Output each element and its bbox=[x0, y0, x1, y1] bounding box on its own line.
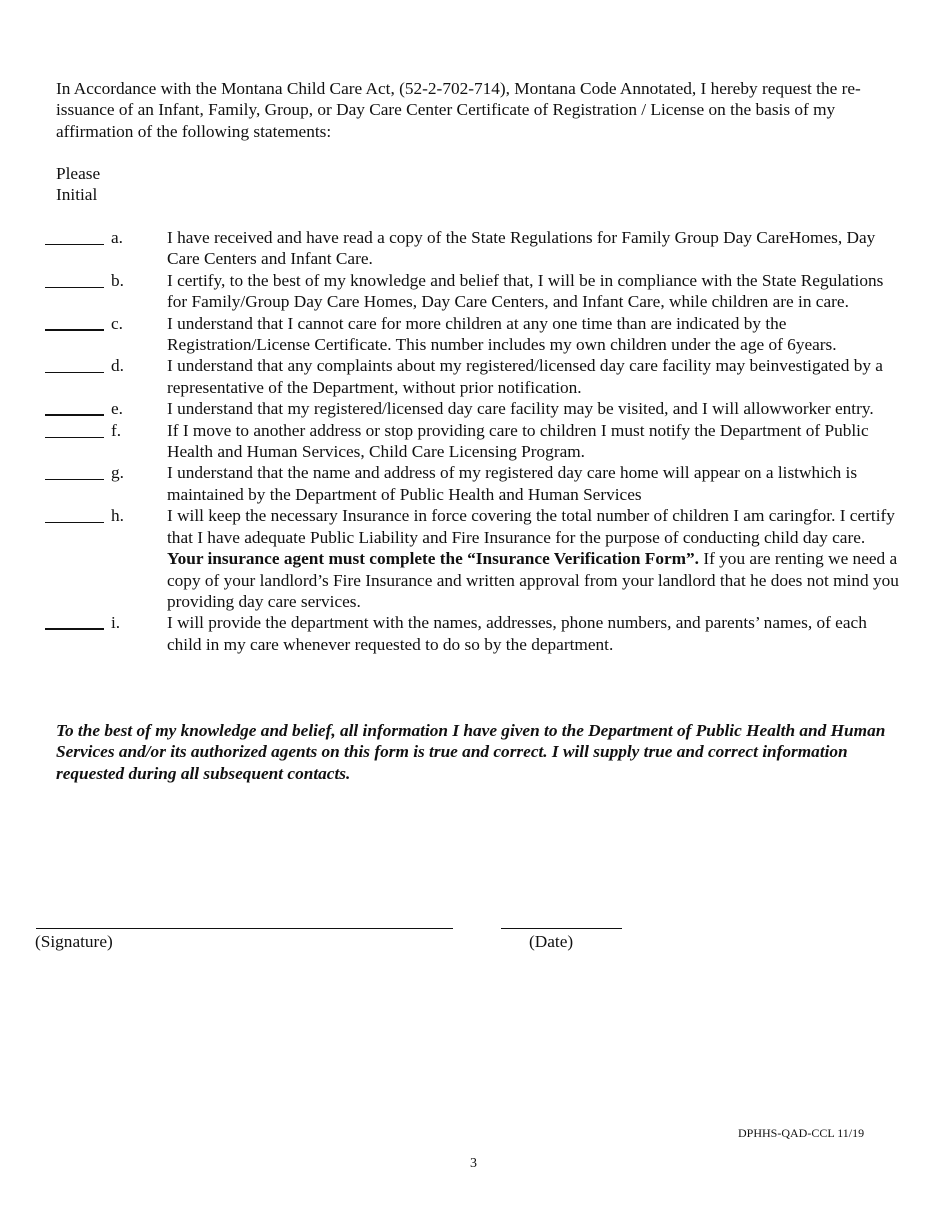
item-letter: d. bbox=[111, 356, 124, 376]
initial-field-f[interactable] bbox=[45, 437, 104, 438]
initial-field-d[interactable] bbox=[45, 372, 104, 373]
statement-item-f bbox=[0, 420, 950, 463]
item-text bbox=[167, 505, 905, 612]
item-letter: e. bbox=[111, 399, 123, 419]
signature-label: (Signature) bbox=[35, 932, 113, 951]
statement-item-e bbox=[0, 398, 950, 419]
statement-item-c bbox=[0, 313, 950, 356]
date-field[interactable] bbox=[501, 928, 622, 929]
initial-field-a[interactable] bbox=[45, 244, 104, 245]
item-text: I understand that my registered/licensed day care facility may be visited, and I will allowworker entry. bbox=[167, 399, 874, 419]
statement-item-a bbox=[0, 227, 950, 270]
item-text: I have received and have read a copy of the State Regulations for Family Group Day CareHomes, Day Care Centers and Infant Care. bbox=[167, 228, 876, 269]
statement-item-h bbox=[0, 505, 950, 612]
statement-item-b bbox=[0, 270, 950, 313]
initial-field-g[interactable] bbox=[45, 479, 104, 480]
please-initial-line1: Please bbox=[56, 164, 101, 183]
item-letter: b. bbox=[111, 270, 124, 290]
statement-item-i bbox=[0, 612, 950, 655]
initial-field-c[interactable] bbox=[45, 329, 104, 331]
item-letter: f. bbox=[111, 420, 122, 440]
item-text: I understand that I cannot care for more children at any one time than are indicated by the Registration/License Certificate. This number includes my own children under the age of 6years. bbox=[167, 313, 837, 355]
item-text: I will provide the department with the names, addresses, phone numbers, and parents’ names, of each child in my care whenever requested to do so by the department. bbox=[167, 613, 867, 654]
item-text-part: If you are renting we need a copy of your landlord’s Fire Insurance and written approval from your landlord that he does not mind you providing day care services. bbox=[167, 549, 899, 611]
item-letter: a. bbox=[111, 228, 123, 247]
item-letter: g. bbox=[111, 463, 124, 483]
item-letter: i. bbox=[111, 613, 121, 633]
item-text: I certify, to the best of my knowledge and belief that, I will be in compliance with the State Regulations for Family/Group Day Care Homes, Day Care Centers, and Infant Care, while children are in care. bbox=[167, 270, 884, 312]
declaration-statement: To the best of my knowledge and belief, all information I have given to the Department of Public Health and Human Services and/or its authorized agents on this form is true and correct. I will supply true and correct information requested during all subsequent contacts. bbox=[56, 721, 886, 783]
item-text: If I move to another address or stop providing care to children I must notify the Department of Public Health and Human Services, Child Care Licensing Program. bbox=[167, 420, 869, 462]
page-number: 3 bbox=[470, 1156, 477, 1171]
signature-field[interactable] bbox=[36, 928, 453, 929]
statement-list bbox=[0, 227, 950, 655]
item-letter: h. bbox=[111, 506, 124, 526]
date-label: (Date) bbox=[529, 932, 574, 951]
intro-paragraph: In Accordance with the Montana Child Care Act, (52-2-702-714), Montana Code Annotated, I hereby request the re-issuance of an Infant, Family, Group, or Day Care Center Certificate of Registration / License on the basis of my affirmation of the following statements: bbox=[56, 79, 861, 141]
item-text-part: I will keep the necessary Insurance in force covering the total number of children I am caringfor. I certify that I have adequate Public Liability and Fire Insurance for the purpose of conducting child day care. bbox=[167, 506, 895, 547]
statement-item-d bbox=[0, 355, 950, 398]
statement-item-g bbox=[0, 462, 950, 505]
item-text: I understand that the name and address of my registered day care home will appear on a listwhich is maintained by the Department of Public Health and Human Services bbox=[167, 463, 858, 504]
please-initial-label bbox=[56, 163, 176, 206]
form-code: DPHHS-QAD-CCL 11/19 bbox=[738, 1126, 865, 1140]
initial-field-b[interactable] bbox=[45, 287, 104, 288]
initial-field-e[interactable] bbox=[45, 414, 104, 416]
please-initial-line2: Initial bbox=[56, 185, 98, 205]
insurance-verification-notice: Your insurance agent must complete the “Insurance Verification Form”. bbox=[167, 549, 699, 569]
initial-field-i[interactable] bbox=[45, 628, 104, 630]
initial-field-h[interactable] bbox=[45, 522, 104, 523]
item-letter: c. bbox=[111, 313, 123, 333]
item-text: I understand that any complaints about my registered/licensed day care facility may beinvestigated by a representative of the Department, without prior notification. bbox=[167, 356, 883, 397]
